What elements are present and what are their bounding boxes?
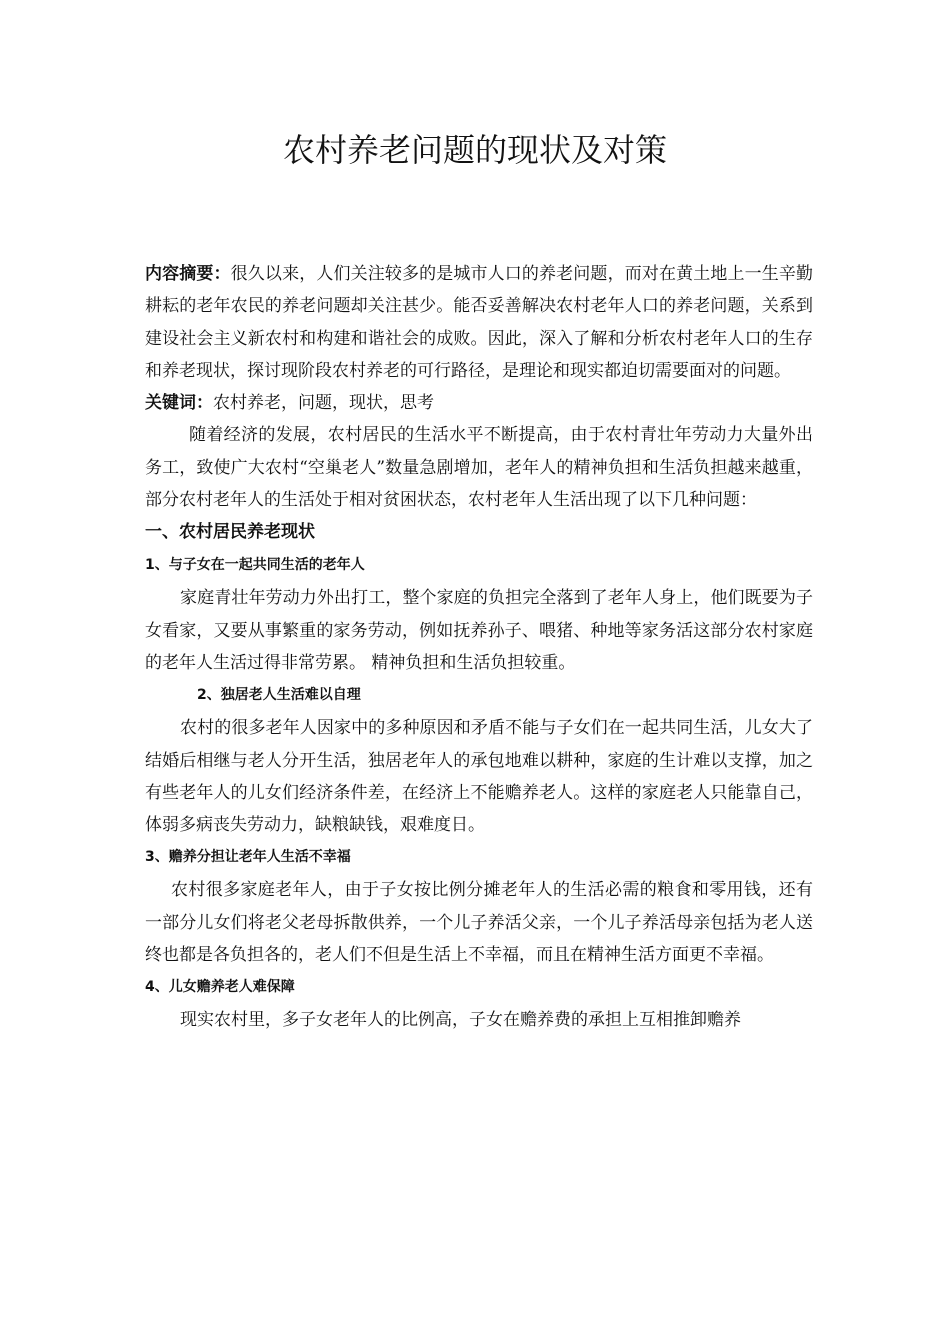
subsection-heading-2: 2、独居老人生活难以自理	[197, 687, 361, 704]
abstract-label: 内容摘要：	[145, 264, 231, 284]
subsection-paragraph-4: 现实农村里，多子女老年人的比例高，子女在赡养费的承担上互相推卸赡养	[180, 1010, 741, 1031]
subsection-heading-4: 4、儿女赡养老人难保障	[145, 979, 295, 996]
keywords-paragraph	[145, 387, 813, 419]
section-heading-1: 一、农村居民养老现状	[145, 522, 315, 543]
subsection-heading-3: 3、赡养分担让老年人生活不幸福	[145, 849, 351, 866]
subsection-paragraph-2: 农村的很多老年人因家中的多种原因和矛盾不能与子女们在一起共同生活，儿女大了结婚后相继与老人分开生活，独居老年人的承包地难以耕种，家庭的生计难以支撑，加之有些老年人的儿女们经济条件差，在经济上不能赡养老人。这样的家庭老人只能靠自己，体弱多病丧失劳动力，缺粮缺钱，艰难度日。	[145, 718, 813, 836]
subsection-paragraph-3: 农村很多家庭老年人，由于子女按比例分摊老年人的生活必需的粮食和零用钱，还有一部分儿女们将老父老母拆散供养，一个儿子养活父亲，一个儿子养活母亲包括为老人送终也都是各负担各的，老人们不但是生活上不幸福，而且在精神生活方面更不幸福。	[145, 880, 813, 966]
keywords-text: 农村养老，问题，现状，思考	[213, 393, 434, 414]
subsection-paragraph-1: 家庭青壮年劳动力外出打工，整个家庭的负担完全落到了老年人身上，他们既要为子女看家，又要从事繁重的家务劳动，例如抚养孙子、喂猪、种地等家务活这部分农村家庭的老年人生活过得非常劳累。 精神负担和生活负担较重。	[145, 588, 813, 673]
intro-paragraph: 随着经济的发展，农村居民的生活水平不断提高，由于农村青壮年劳动力大量外出务工，致使广大农村“空巢老人”数量急剧增加，老年人的精神负担和生活负担越来越重，部分农村老年人的生活处于相对贫困状态，农村老年人生活出现了以下几种问题：	[145, 425, 813, 511]
abstract-paragraph	[145, 258, 813, 387]
abstract-text: 很久以来，人们关注较多的是城市人口的养老问题，而对在黄土地上一生辛勤耕耘的老年农民的养老问题却关注甚少。能否妥善解决农村老年人口的养老问题，关系到建设社会主义新农村和构建和谐社会的成败。因此，深入了解和分析农村老年人口的生存和养老现状，探讨现阶段农村养老的可行路径，是理论和现实都迫切需要面对的问题。	[145, 264, 814, 381]
document-body	[145, 258, 813, 1037]
keywords-label: 关键词：	[145, 393, 213, 414]
document-title: 农村养老问题的现状及对策	[282, 131, 667, 169]
subsection-heading-1: 1、与子女在一起共同生活的老年人	[145, 557, 365, 574]
